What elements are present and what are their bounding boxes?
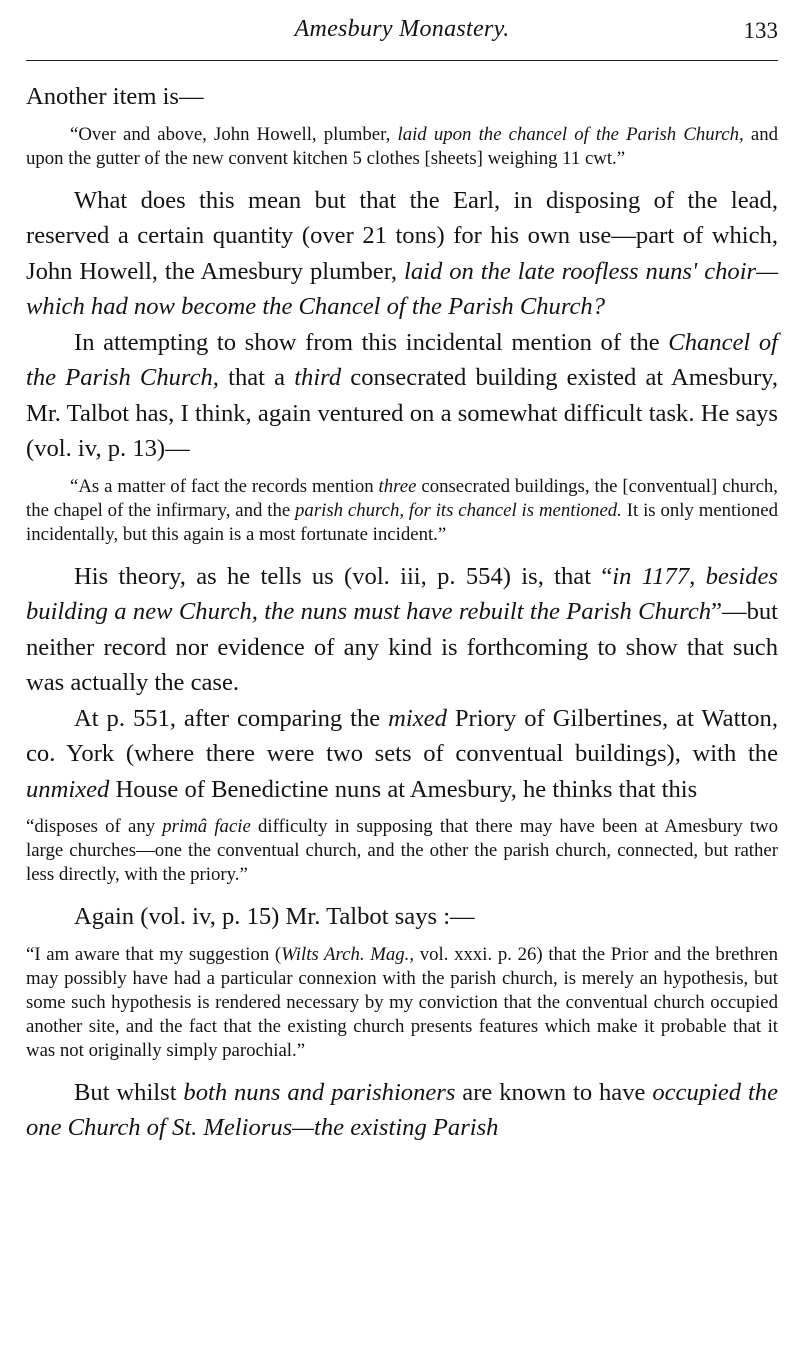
paragraph-text: His theory, as he tells us (vol. iii, p. 554) is, that “ xyxy=(74,562,613,590)
quote-text: “I am aware that my suggestion ( xyxy=(26,943,282,965)
paragraph-again-talbot xyxy=(26,899,778,935)
paragraph-italic: unmixed xyxy=(26,775,110,803)
paragraph-gilbertines xyxy=(26,701,778,808)
paragraph-text: ”—but neither record nor evidence of any kind is forthcoming to show that such was actually the case. xyxy=(26,598,778,696)
quote-text: “disposes of any xyxy=(26,816,163,837)
quote-prima-facie xyxy=(26,815,778,887)
paragraph-text: consecrated building existed at Amesbury, Mr. Talbot has, I think, again ventured on a somewhat difficult task. He says (vol. iv, p. 13)— xyxy=(26,364,779,462)
paragraph-italic: mixed xyxy=(388,704,447,732)
paragraph-text: House of Benedictine nuns at Amesbury, he thinks that this xyxy=(109,775,698,803)
paragraph-italic: third xyxy=(294,364,342,391)
paragraph-italic: Chancel of the Parish Church, xyxy=(26,328,778,391)
paragraph-another-item xyxy=(26,79,778,115)
running-title: Amesbury Monastery. xyxy=(294,16,510,42)
quote-three-buildings xyxy=(26,475,778,547)
quote-text: It is only mentioned incidentally, but this again is a most fortunate incident.” xyxy=(26,499,778,545)
quote-howell-plumber xyxy=(26,123,778,171)
quote-italic: three xyxy=(378,475,417,497)
quote-text: consecrated buildings, the [conventual] church, the chapel of the infirmary, and the xyxy=(26,475,778,521)
paragraph-text: What does this mean but that the Earl, in disposing of the lead, reserved a certain quantity (over 21 tons) for his own use—part of which, John Howell, the Amesbury plumber, xyxy=(26,186,778,285)
page-number: 133 xyxy=(743,18,778,43)
quote-italic: parish church, for its chancel is mentioned. xyxy=(295,499,622,521)
paragraph-earl-lead xyxy=(26,183,778,325)
running-head xyxy=(26,16,778,54)
paragraph-text: that a xyxy=(218,364,295,391)
quote-text: difficulty in supposing that there may have been at Amesbury two large churches—one the conventual church, and the other the parish church, connected, but rather less directly, with the priory.” xyxy=(26,816,778,885)
paragraph-text: But whilst xyxy=(74,1078,184,1106)
paragraph-his-theory xyxy=(26,559,778,701)
quote-text: , vol. xxxi. p. 26) that the Prior and the brethren may possibly have had a particular connexion with the parish church, is merely an hypothesis, but some such hypothesis is rendered necessary by my conviction that the conventual church occupied another site, and the fact that the existing church presents features which make it probable that it was not originally simply parochial.” xyxy=(26,943,779,1061)
quote-italic: primâ facie xyxy=(162,816,251,837)
paragraph-text: are known to have xyxy=(455,1078,653,1106)
quote-wilts-arch xyxy=(26,943,778,1063)
paragraph-text: In attempting to show from this incidental mention of the xyxy=(74,328,669,356)
paragraph-text: Another item is— xyxy=(26,83,204,110)
paragraph-italic: laid on the late roofless nuns' choir—which had now become the Chancel of the Parish Church? xyxy=(26,257,778,320)
quote-text: “Over and above, John Howell, plumber, xyxy=(70,123,398,145)
quote-text: and upon the gutter of the new convent kitchen 5 clothes [sheets] weighing 11 cwt.” xyxy=(26,123,778,169)
book-page xyxy=(26,16,778,1146)
quote-italic: laid upon the chancel of the Parish Church, xyxy=(397,123,744,145)
paragraph-text: At p. 551, after comparing the xyxy=(74,704,389,732)
paragraph-italic: in 1177, besides building a new Church, the nuns must have rebuilt the Parish Church xyxy=(26,562,778,625)
paragraph-third-building xyxy=(26,325,778,467)
paragraph-both-nuns xyxy=(26,1075,778,1146)
paragraph-text: Again (vol. iv, p. 15) Mr. Talbot says :— xyxy=(74,903,475,930)
quote-italic: Wilts Arch. Mag. xyxy=(281,943,410,965)
quote-text: “As a matter of fact the records mention xyxy=(70,475,379,497)
paragraph-italic: both nuns and parishioners xyxy=(183,1078,456,1106)
paragraph-text: Priory of Gilbertines, at Watton, co. York (where there were two sets of conventual buildings), with the xyxy=(26,704,779,767)
paragraph-italic: occupied the one Church of St. Meliorus—the existing Parish xyxy=(26,1078,778,1141)
header-rule xyxy=(26,60,778,61)
